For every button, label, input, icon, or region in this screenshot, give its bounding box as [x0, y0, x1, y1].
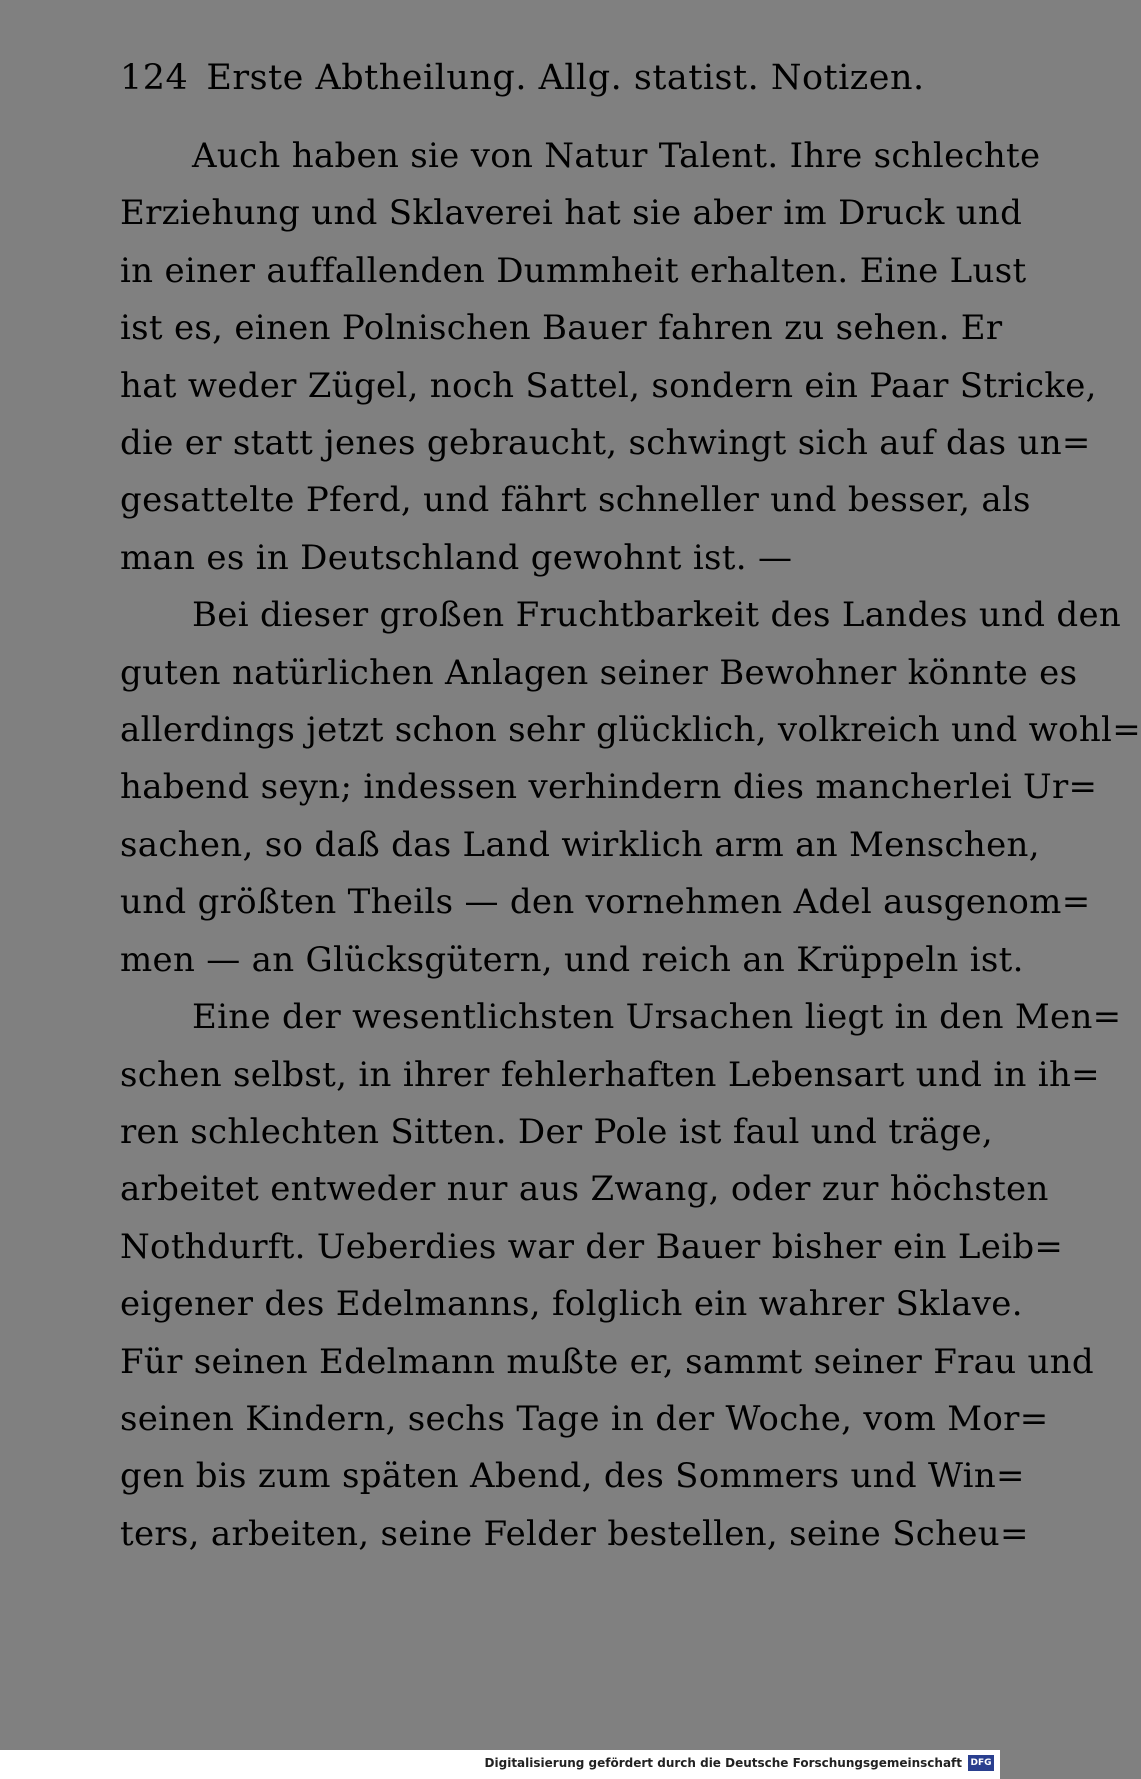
text-line: allerdings jetzt schon sehr glücklich, volkreich und wohl= [120, 710, 1141, 751]
text-line: hat weder Zügel, noch Sattel, sondern ein Paar Stricke, [120, 365, 1097, 406]
text-line: ters, arbeiten, seine Felder bestellen, seine Scheu= [120, 1513, 1029, 1554]
page-number: 124 [120, 58, 189, 98]
text-line: und größten Theils — den vornehmen Adel ausgenom= [120, 882, 1091, 923]
digitization-footer [0, 1750, 1000, 1779]
dfg-logo-icon: DFG [968, 1755, 994, 1771]
text-line: ren schlechten Sitten. Der Pole ist faul und träge, [120, 1111, 994, 1152]
text-line: Bei dieser großen Fruchtbarkeit des Landes und den [192, 595, 1122, 636]
running-title: Erste Abtheilung. Allg. statist. Notizen. [206, 58, 925, 98]
text-line: gesattelte Pferd, und fährt schneller und besser, als [120, 480, 1031, 521]
text-line: men — an Glücksgütern, und reich an Krüppeln ist. [120, 939, 1024, 980]
text-line: Nothdurft. Ueberdies war der Bauer bisher ein Leib= [120, 1226, 1064, 1267]
text-line: guten natürlichen Anlagen seiner Bewohner könnte es [120, 652, 1078, 693]
text-line: schen selbst, in ihrer fehlerhaften Lebensart und in ih= [120, 1054, 1100, 1095]
text-line: in einer auffallenden Dummheit erhalten. Eine Lust [120, 250, 1027, 291]
text-line: Erziehung und Sklaverei hat sie aber im Druck und [120, 193, 1023, 234]
text-line: ist es, einen Polnischen Bauer fahren zu sehen. Er [120, 308, 1003, 349]
text-line: habend seyn; indessen verhindern dies mancherlei Ur= [120, 767, 1098, 808]
text-line: die er statt jenes gebraucht, schwingt sich auf das un= [120, 423, 1091, 464]
text-line: arbeitet entweder nur aus Zwang, oder zur höchsten [120, 1169, 1049, 1210]
text-line: Auch haben sie von Natur Talent. Ihre schlechte [192, 136, 1041, 176]
text-line: Für seinen Edelmann mußte er, sammt seiner Frau und [120, 1341, 1094, 1382]
text-line: eigener des Edelmanns, folglich ein wahrer Sklave. [120, 1284, 1023, 1325]
text-line: gen bis zum späten Abend, des Sommers und Win= [120, 1456, 1025, 1497]
text-line: seinen Kindern, sechs Tage in der Woche, vom Mor= [120, 1398, 1049, 1439]
page-header [120, 58, 925, 98]
footer-credit: Digitalisierung gefördert durch die Deutsche Forschungsgemeinschaft [484, 1756, 962, 1770]
text-line: sachen, so daß das Land wirklich arm an Menschen, [120, 824, 1040, 865]
text-line: Eine der wesentlichsten Ursachen liegt in den Men= [192, 997, 1122, 1038]
body-text [120, 128, 1141, 1563]
text-line: man es in Deutschland gewohnt ist. — [120, 537, 793, 578]
